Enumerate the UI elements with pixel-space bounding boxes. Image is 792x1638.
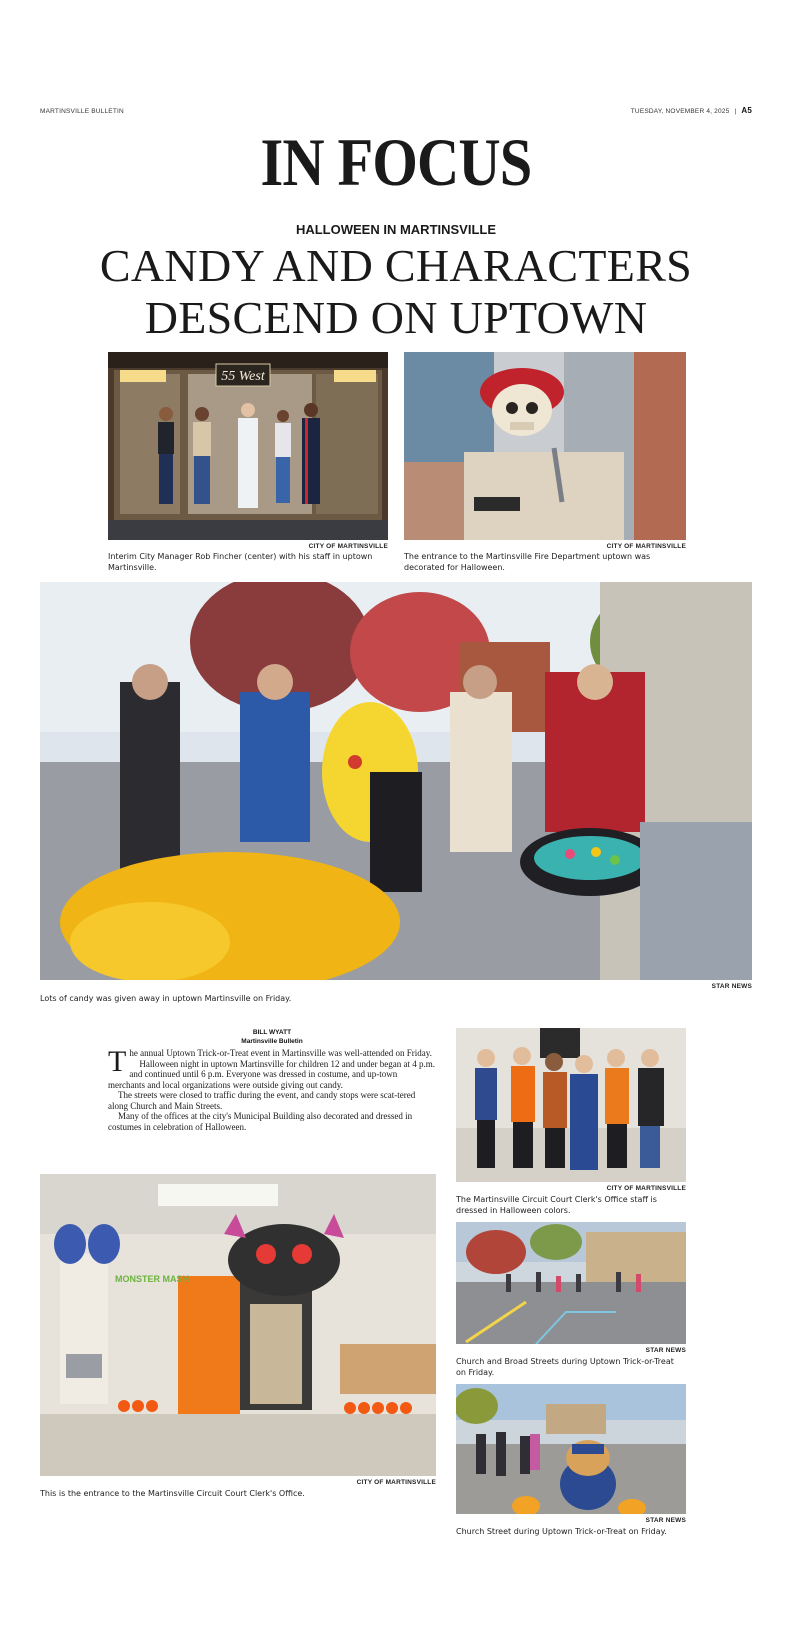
photo-credit-church-broad: STAR NEWS (645, 1347, 686, 1354)
publication-name: MARTINSVILLE BULLETIN (40, 108, 124, 115)
byline (108, 1028, 436, 1046)
photo-credit-clerk-entrance: CITY OF MARTINSVILLE (356, 1479, 436, 1486)
photo-church-broad-streets (456, 1222, 686, 1344)
building-sign: 55 West (221, 369, 265, 384)
section-title: IN FOCUS (260, 124, 532, 200)
headline-line-2: DESCEND ON UPTOWN (144, 292, 648, 343)
caption-church-street: Church Street during Uptown Trick-or-Treat on Friday. (456, 1527, 667, 1536)
caption-staff: Interim City Manager Rob Fincher (center) with his staff in uptown Martinsville. (108, 552, 373, 572)
page-number: A5 (741, 106, 752, 115)
photo-clerk-staff (456, 1028, 686, 1182)
photo-credit-church-street: STAR NEWS (645, 1517, 686, 1524)
article-body (108, 1045, 436, 1132)
story-headline (40, 240, 752, 344)
byline-org: Martinsville Bulletin (241, 1038, 303, 1045)
photo-credit-staff: CITY OF MARTINSVILLE (308, 543, 388, 550)
drop-cap: T (108, 1045, 127, 1078)
photo-fire-department-decoration (404, 352, 686, 540)
caption-clerk-entrance: This is the entrance to the Martinsville Circuit Court Clerk's Office. (40, 1489, 305, 1498)
photo-clerk-entrance (40, 1174, 436, 1476)
photo-candy-giveaway (40, 582, 752, 980)
caption-church-broad: Church and Broad Streets during Uptown Trick-or-Treat on Friday. (456, 1357, 674, 1377)
monster-mash-sign: MONSTER MASH (115, 1274, 189, 1284)
photo-credit-clerk-staff: CITY OF MARTINSVILLE (606, 1185, 686, 1192)
issue-date: TUESDAY, NOVEMBER 4, 2025 (630, 108, 730, 115)
photo-church-street (456, 1384, 686, 1514)
caption-clerk-staff: The Martinsville Circuit Court Clerk's Office staff is dressed in Halloween colors. (456, 1195, 657, 1215)
folio-right (631, 106, 752, 115)
photo-credit-candy: STAR NEWS (711, 983, 752, 990)
article-paragraph: Many of the offices at the city's Municipal Building also decorated and dressed in costumes in celebration of Halloween. (108, 1111, 413, 1132)
story-kicker: HALLOWEEN IN MARTINSVILLE (295, 222, 497, 237)
photo-city-manager-staff (108, 352, 388, 540)
article-paragraph: The streets were closed to traffic during the event, and candy stops were scat-tered along Church and Main Streets. (108, 1090, 416, 1111)
photo-credit-fire: CITY OF MARTINSVILLE (606, 543, 686, 550)
caption-fire: The entrance to the Martinsville Fire Department uptown was decorated for Halloween. (404, 552, 651, 572)
byline-name: BILL WYATT (252, 1029, 292, 1036)
article-paragraph: Halloween night in uptown Martinsville for children 12 and under began at 4 p.m. and continued until 6 p.m. Everyone was dressed in costume, and up-town merchants and local organizations were outside giving out candy. (108, 1058, 436, 1090)
article-paragraph: The annual Uptown Trick-or-Treat event in Martinsville was well-attended on Friday. (108, 1045, 432, 1078)
headline-line-1: CANDY AND CHARACTERS (99, 240, 693, 291)
folio-separator: | (734, 108, 737, 115)
caption-candy: Lots of candy was given away in uptown Martinsville on Friday. (40, 994, 292, 1003)
